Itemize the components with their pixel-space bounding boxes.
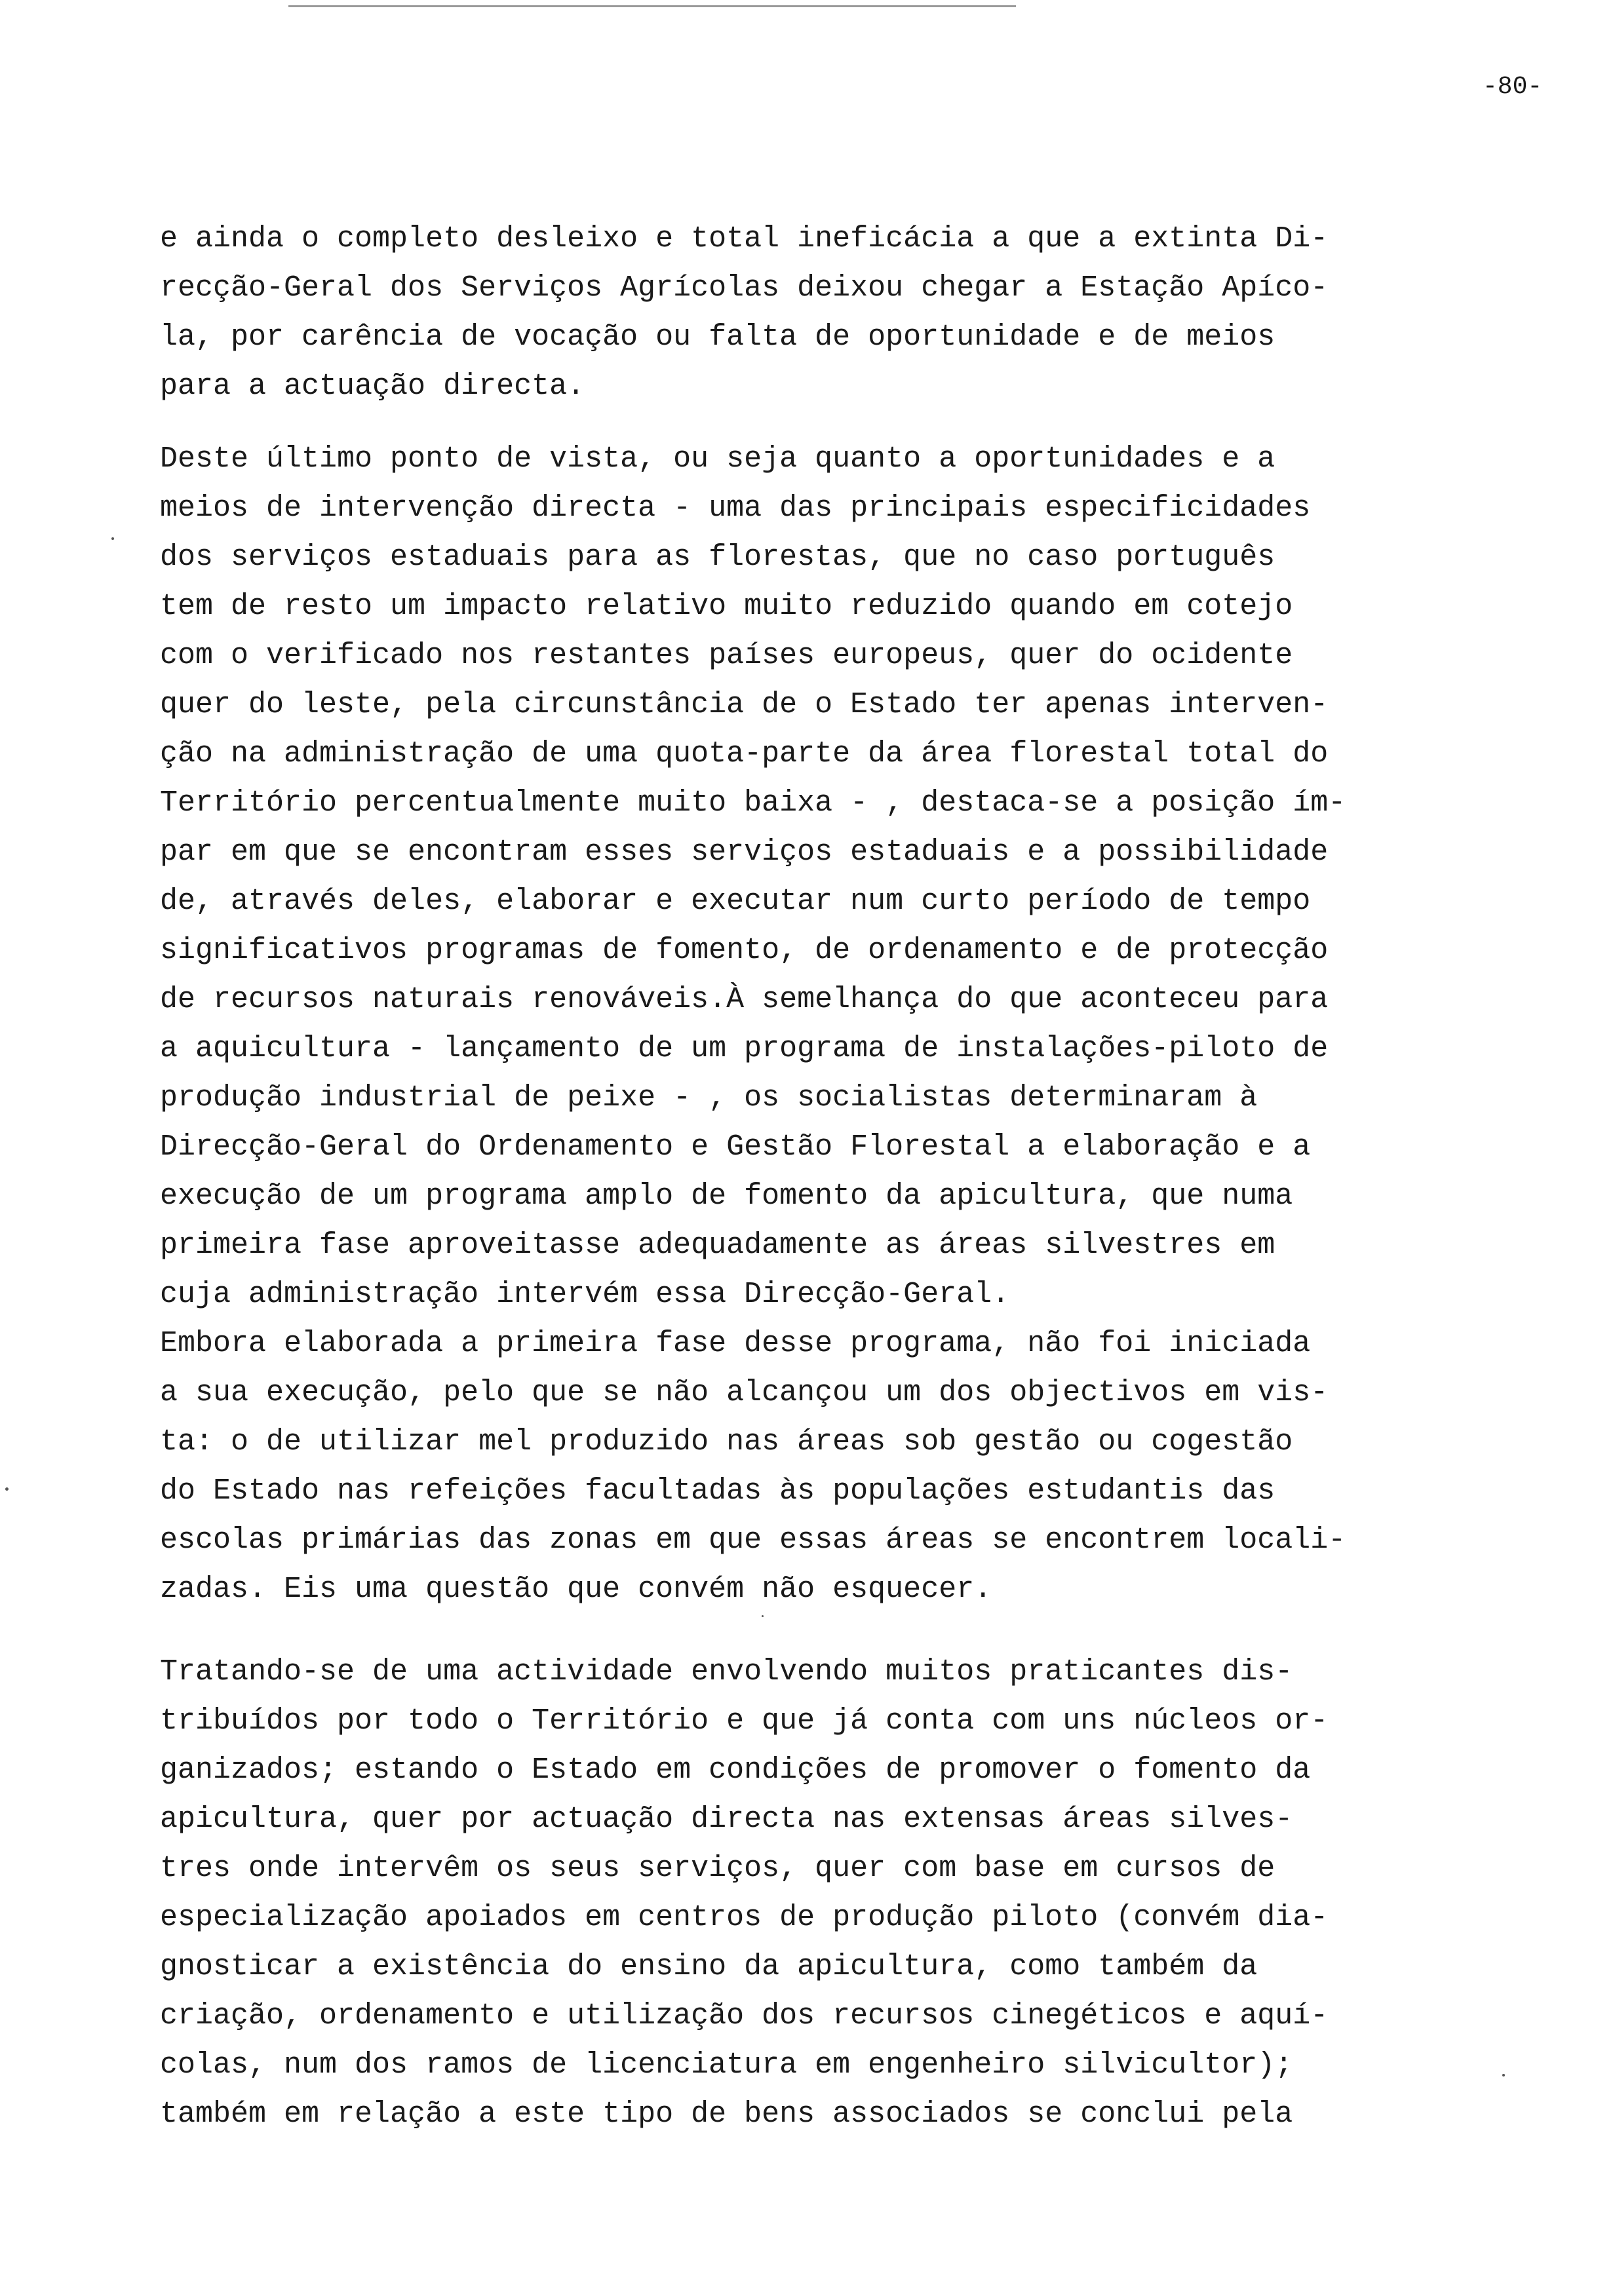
- text-line: meios de intervenção directa - uma das principais especificidades: [160, 491, 1311, 525]
- text-line: par em que se encontram esses serviços estaduais e a possibilidade: [160, 835, 1329, 869]
- text-line: ganizados; estando o Estado em condições de promover o fomento da: [160, 1753, 1311, 1787]
- paragraph-1: [160, 214, 1328, 411]
- text-line: ção na administração de uma quota-parte da área florestal total do: [160, 737, 1329, 771]
- text-line: tres onde intervêm os seus serviços, quer com base em cursos de: [160, 1852, 1275, 1885]
- text-line: também em relação a este tipo de bens associados se conclui pela: [160, 2097, 1293, 2131]
- top-scan-rule: [288, 5, 1016, 7]
- text-line: significativos programas de fomento, de ordenamento e de protecção: [160, 934, 1329, 967]
- text-line: Embora elaborada a primeira fase desse programa, não foi iniciada: [160, 1327, 1311, 1360]
- text-line: tribuídos por todo o Território e que já conta com uns núcleos or-: [160, 1704, 1329, 1738]
- scan-speck: [5, 1487, 9, 1491]
- text-line: com o verificado nos restantes países europeus, quer do ocidente: [160, 639, 1293, 672]
- text-line: gnosticar a existência do ensino da apicultura, como também da: [160, 1950, 1258, 1983]
- text-line: dos serviços estaduais para as florestas, que no caso português: [160, 541, 1275, 574]
- text-line: especialização apoiados em centros de produção piloto (convém dia-: [160, 1901, 1329, 1934]
- text-line: Tratando-se de uma actividade envolvendo muitos praticantes dis-: [160, 1655, 1293, 1689]
- text-line: zadas. Eis uma questão que convém não esquecer.: [160, 1573, 992, 1606]
- scan-speck: [1502, 2074, 1505, 2076]
- text-line: de recursos naturais renováveis.À semelhança do que aconteceu para: [160, 983, 1329, 1016]
- text-line: quer do leste, pela circunstância de o Estado ter apenas interven-: [160, 688, 1329, 721]
- text-line: do Estado nas refeições facultadas às populações estudantis das: [160, 1474, 1275, 1508]
- paragraph-2: [160, 434, 1346, 1614]
- scan-speck: [762, 1615, 764, 1617]
- text-line: la, por carência de vocação ou falta de oportunidade e de meios: [160, 320, 1275, 354]
- text-line: colas, num dos ramos de licenciatura em engenheiro silvicultor);: [160, 2048, 1293, 2082]
- text-line: de, através deles, elaborar e executar num curto período de tempo: [160, 885, 1311, 918]
- text-line: Território percentualmente muito baixa - , destaca-se a posição ím-: [160, 786, 1346, 820]
- text-line: e ainda o completo desleixo e total ineficácia a que a extinta Di-: [160, 222, 1329, 256]
- text-line: produção industrial de peixe - , os socialistas determinaram à: [160, 1081, 1258, 1115]
- text-line: recção-Geral dos Serviços Agrícolas deixou chegar a Estação Apíco-: [160, 271, 1329, 305]
- text-line: Direcção-Geral do Ordenamento e Gestão Florestal a elaboração e a: [160, 1130, 1311, 1164]
- scan-speck: [111, 537, 114, 540]
- text-line: execução de um programa amplo de fomento da apicultura, que numa: [160, 1179, 1293, 1213]
- paragraph-3: [160, 1647, 1328, 2139]
- text-line: apicultura, quer por actuação directa nas extensas áreas silves-: [160, 1803, 1293, 1836]
- text-line: a aquicultura - lançamento de um programa de instalações-piloto de: [160, 1032, 1329, 1065]
- text-line: cuja administração intervém essa Direcção-Geral.: [160, 1278, 1010, 1311]
- text-line: para a actuação directa.: [160, 370, 585, 403]
- text-line: a sua execução, pelo que se não alcançou um dos objectivos em vis-: [160, 1376, 1329, 1409]
- text-line: tem de resto um impacto relativo muito reduzido quando em cotejo: [160, 590, 1293, 623]
- page-number: -80-: [1483, 73, 1543, 101]
- text-line: escolas primárias das zonas em que essas áreas se encontrem locali-: [160, 1523, 1346, 1557]
- text-line: Deste último ponto de vista, ou seja quanto a oportunidades e a: [160, 442, 1275, 476]
- text-line: ta: o de utilizar mel produzido nas áreas sob gestão ou cogestão: [160, 1425, 1293, 1459]
- text-line: primeira fase aproveitasse adequadamente as áreas silvestres em: [160, 1229, 1275, 1262]
- text-line: criação, ordenamento e utilização dos recursos cinegéticos e aquí-: [160, 1999, 1329, 2033]
